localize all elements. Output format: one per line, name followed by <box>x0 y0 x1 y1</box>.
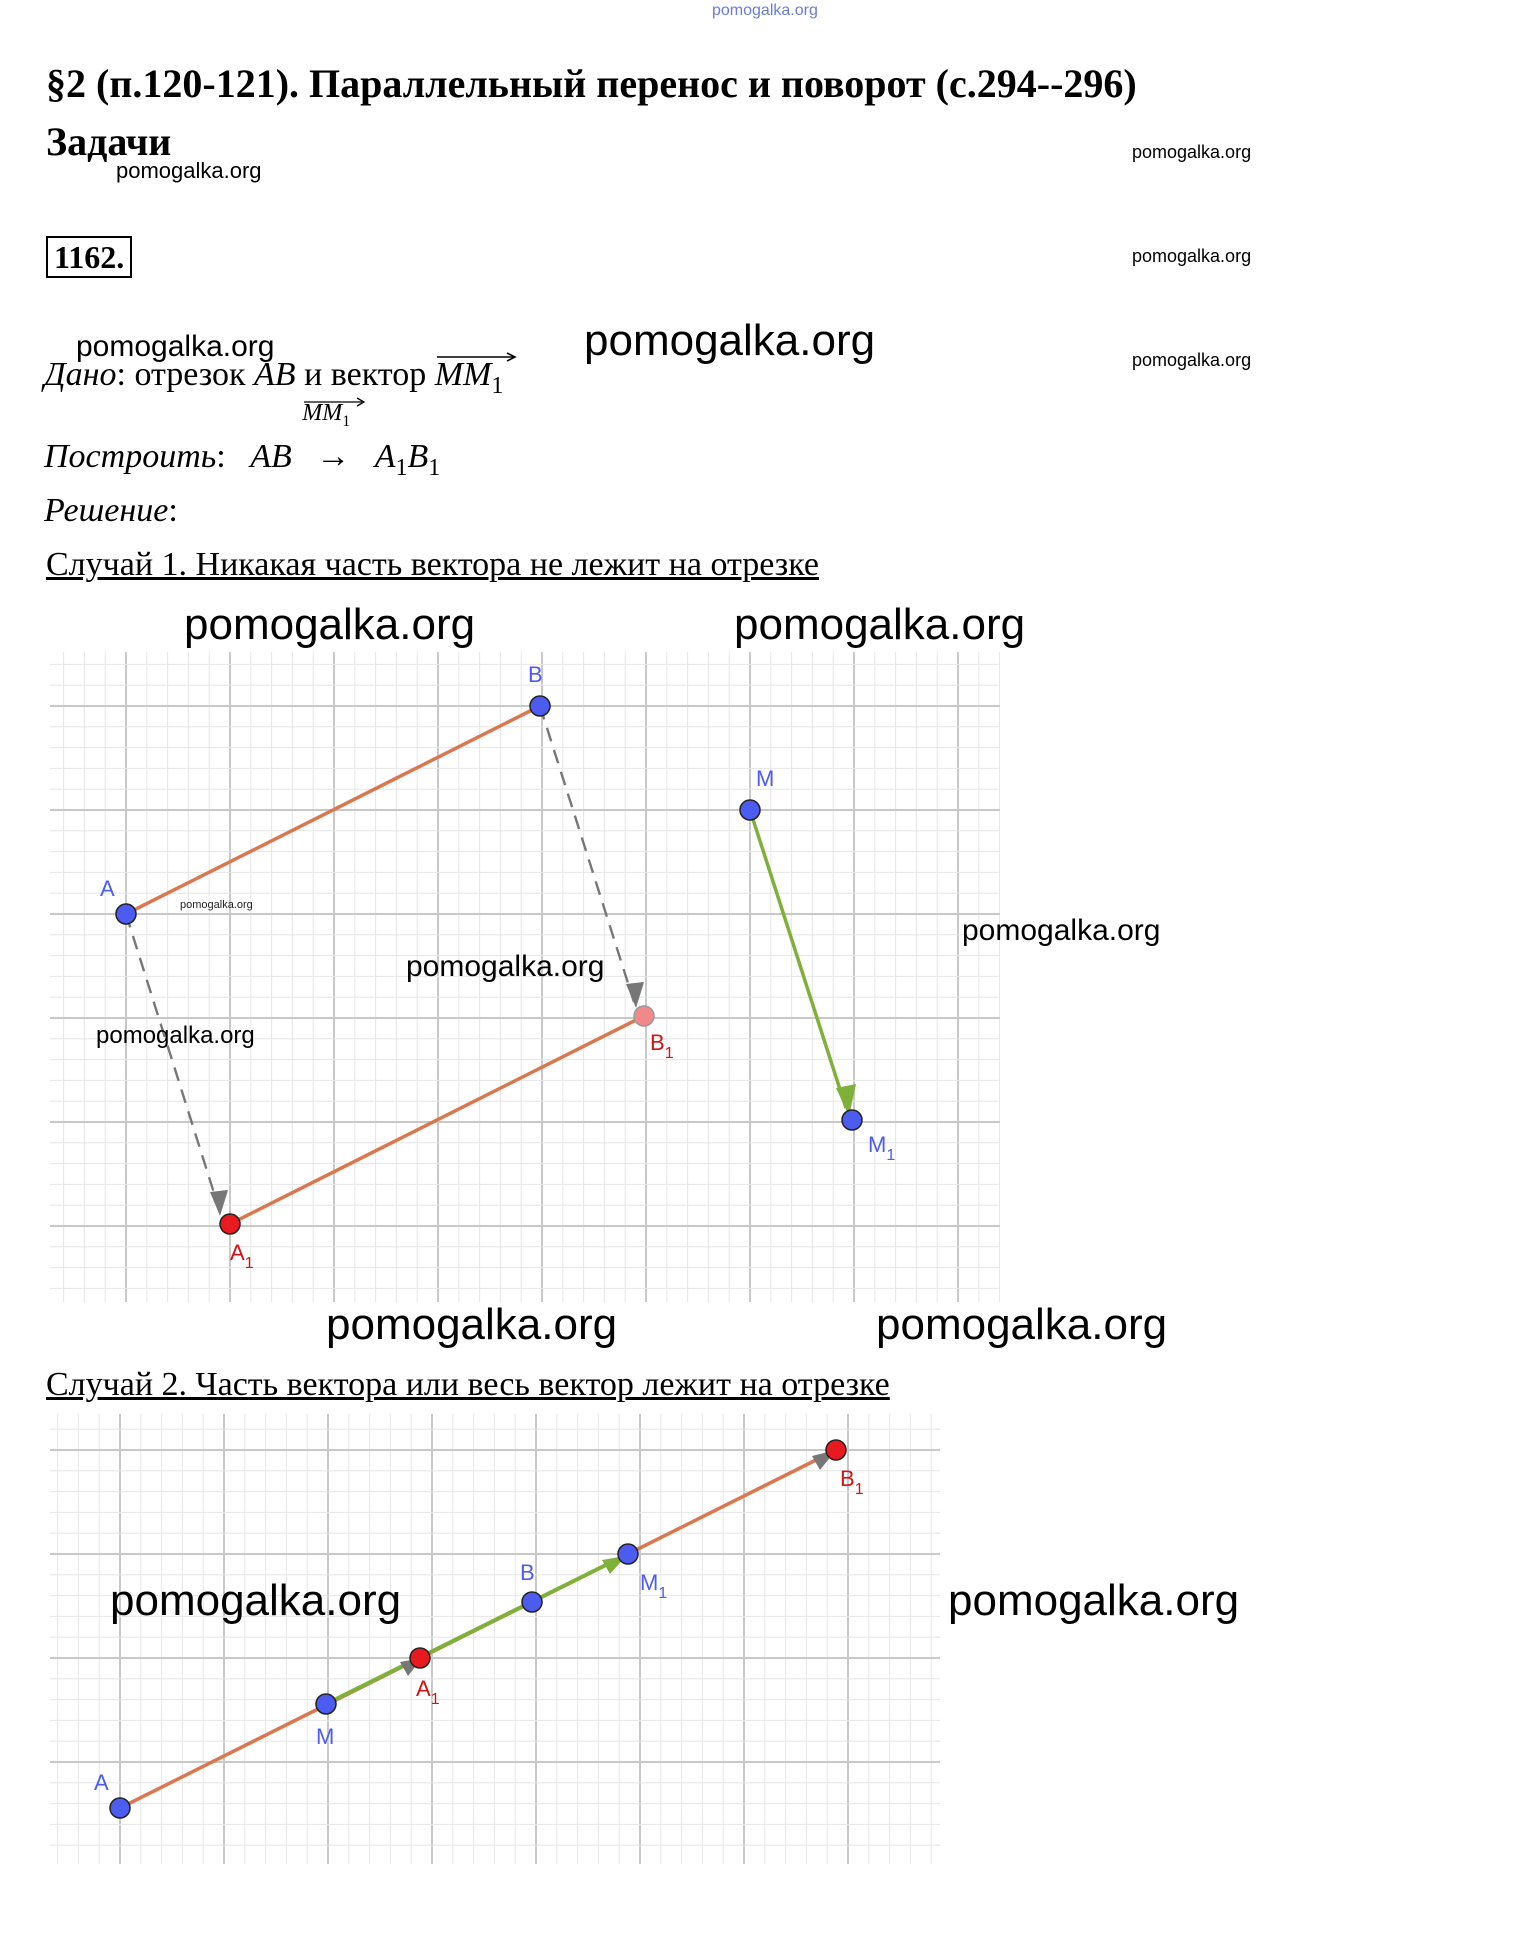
point-m <box>740 800 760 820</box>
given-text: : отрезок <box>116 356 246 393</box>
watermark: pomogalka.org <box>876 1300 1168 1349</box>
watermark: pomogalka.org <box>962 914 1161 947</box>
label-m: M <box>316 1724 335 1749</box>
vector-arrow-icon <box>435 350 519 364</box>
case2-grid <box>50 1414 940 1864</box>
watermark: pomogalka.org <box>584 316 876 365</box>
case2-figure <box>50 1414 940 1864</box>
watermark: pomogalka.org <box>110 1576 402 1625</box>
watermark-top: pomogalka.org <box>712 2 818 19</box>
watermark: pomogalka.org <box>326 1300 618 1349</box>
point-a <box>116 904 136 924</box>
given-line <box>44 356 503 400</box>
solution-label: Решение <box>44 492 169 529</box>
label-m: M <box>756 766 775 791</box>
watermark: pomogalka.org <box>116 158 262 183</box>
case2-title: Случай 2. Часть вектора или весь вектор лежит на отрезке <box>46 1366 890 1403</box>
watermark: pomogalka.org <box>184 600 476 649</box>
watermark: pomogalka.org <box>948 1576 1240 1625</box>
arrowhead-icon <box>626 982 644 1008</box>
point-a <box>110 1798 130 1818</box>
given-segment: AB <box>254 356 296 393</box>
point-b <box>522 1592 542 1612</box>
given-label: Дано <box>44 356 117 393</box>
watermark: pomogalka.org <box>1132 142 1252 162</box>
watermark: pomogalka.org <box>734 600 1026 649</box>
construct-from: AB <box>250 438 292 475</box>
construct-line <box>44 400 441 482</box>
construct-colon: : <box>216 438 226 475</box>
watermark: pomogalka.org <box>180 899 253 911</box>
label-b1: $B_1$ <box>650 1030 674 1062</box>
construct-to-b: $B_1$ <box>407 438 441 481</box>
arrowhead-icon <box>210 1190 228 1216</box>
construct-over-vector: $MM_1$ <box>302 400 350 431</box>
point-m1 <box>842 1110 862 1130</box>
point-b1 <box>634 1006 654 1026</box>
label-a1: $A_1$ <box>230 1240 254 1272</box>
label-m1: $M_1$ <box>868 1132 896 1164</box>
label-a: A <box>94 1770 109 1795</box>
watermark: pomogalka.org <box>76 330 275 363</box>
construct-to-a: $A_1$ <box>374 438 408 481</box>
point-a1 <box>220 1214 240 1234</box>
watermark: pomogalka.org <box>96 1022 255 1049</box>
solution-colon: : <box>168 492 178 529</box>
point-m1 <box>618 1544 638 1564</box>
vector-arrow-icon <box>302 396 368 408</box>
label-b1: $B_1$ <box>840 1466 864 1498</box>
label-b: B <box>528 662 543 687</box>
construct-mapping: $MM_1$ → <box>316 438 350 476</box>
translate-guide-a <box>126 914 220 1212</box>
given-and-vector: и вектор <box>304 356 427 393</box>
vector-mm1 <box>750 810 846 1108</box>
point-b1 <box>826 1440 846 1460</box>
point-m <box>316 1694 336 1714</box>
watermark: pomogalka.org <box>1132 350 1252 370</box>
solution-line <box>44 492 178 530</box>
case1-title: Случай 1. Никакая часть вектора не лежит на отрезке <box>46 546 819 583</box>
label-a1: $A_1$ <box>416 1676 440 1708</box>
watermark: pomogalka.org <box>406 950 605 983</box>
label-a: A <box>100 876 115 901</box>
task-number: 1162. <box>46 236 132 278</box>
point-b <box>530 696 550 716</box>
watermark: pomogalka.org <box>1132 246 1252 266</box>
page-subtitle: Задачи <box>46 119 172 164</box>
label-m1: $M_1$ <box>640 1570 668 1602</box>
construct-label: Построить <box>44 438 217 475</box>
given-vector: $MM_1$ <box>435 356 504 400</box>
label-b: B <box>520 1560 535 1585</box>
page-title: §2 (п.120-121). Параллельный перенос и поворот (с.294--296) <box>46 61 1137 106</box>
point-a1 <box>410 1648 430 1668</box>
